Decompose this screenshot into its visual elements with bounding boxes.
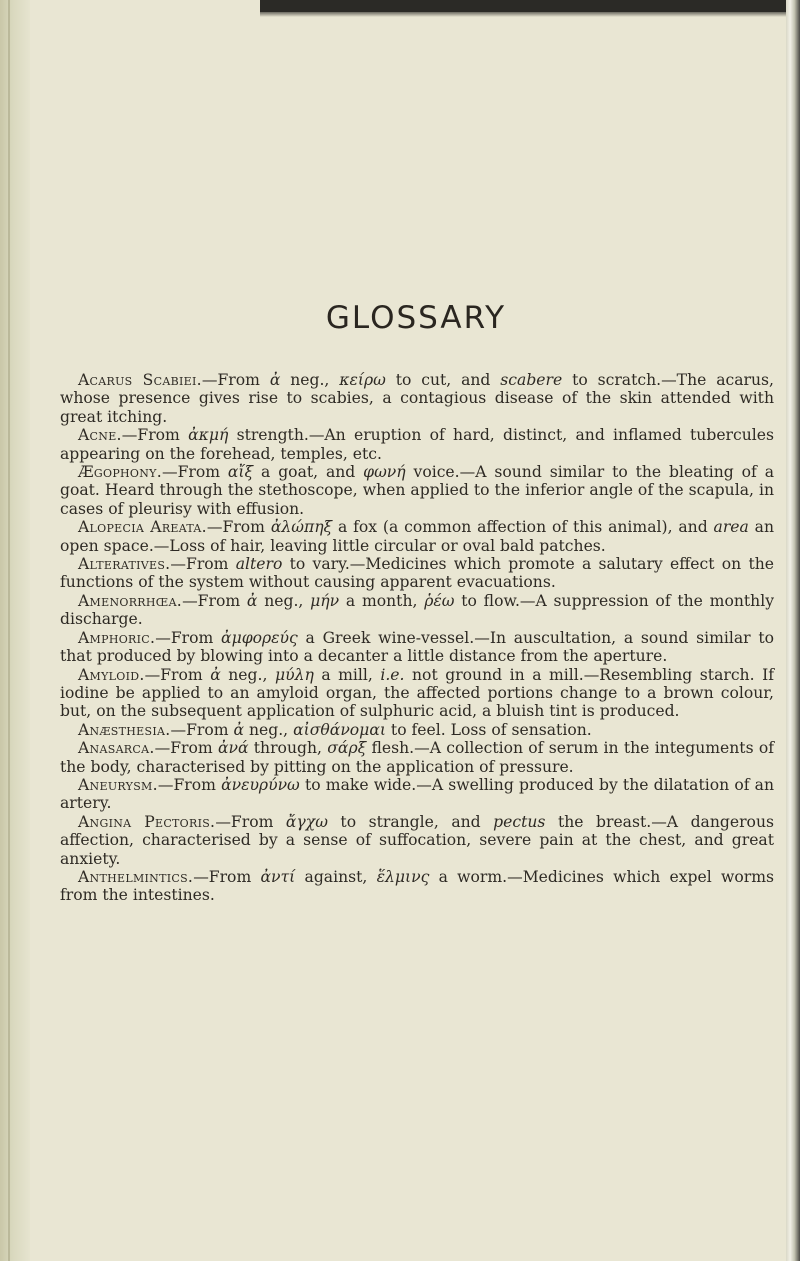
entry-text: —From xyxy=(154,739,218,758)
greek-word: ἀντί xyxy=(260,867,296,886)
entry-text: to make wide.—A swelling produced by the dilatation of an artery. xyxy=(60,775,774,813)
glossary-entry xyxy=(60,776,774,813)
entry-term: Anasarca. xyxy=(78,739,155,758)
entry-text: through, xyxy=(248,739,328,758)
entry-text: a mill, xyxy=(313,665,381,684)
greek-word: ἀκμή xyxy=(188,426,229,445)
entry-term: Acarus Scabiei. xyxy=(78,371,202,389)
glossary-entry xyxy=(60,518,774,555)
entry-term: Alopecia Areata. xyxy=(78,518,207,537)
entry-term: Acne. xyxy=(78,426,122,445)
latin-word: altero xyxy=(235,555,283,574)
glossary-entry xyxy=(60,629,774,666)
entry-text: neg., xyxy=(257,591,311,610)
entry-text: neg., xyxy=(280,371,340,389)
glossary-entry xyxy=(60,721,774,739)
entry-text: strength.—An eruption of hard, distinct, and inflamed tubercules appearing on the forehead, temples, etc. xyxy=(60,426,774,463)
entry-text: a worm.—Medicines which expel worms from the intestines. xyxy=(60,867,774,905)
glossary-entry xyxy=(60,739,774,776)
entry-text: —From xyxy=(215,812,286,831)
entry-text: —From xyxy=(182,591,247,610)
greek-word: ῥέω xyxy=(424,591,455,610)
entry-term: Anthelmintics. xyxy=(78,867,194,886)
page-title: GLOSSARY xyxy=(325,300,507,336)
greek-word: φωνή xyxy=(363,463,406,482)
entry-text: a Greek wine-vessel.—In auscultation, a sound similar to that produced by blowing into a decanter a little distance from the aperture. xyxy=(60,628,774,666)
entry-text: a fox (a common affection of this animal), and xyxy=(332,518,714,537)
greek-word: ἀλώπηξ xyxy=(270,518,333,537)
page-gutter-shadow xyxy=(0,0,30,1261)
glossary-entry xyxy=(60,868,774,905)
entry-text: the breast.—A dangerous affection, characterised by a sense of suffocation, severe pain at the chest, and great anxiety. xyxy=(60,812,774,868)
book-page xyxy=(48,0,784,1261)
right-page-edge xyxy=(786,0,800,1261)
entry-term: Amphoric. xyxy=(78,628,156,647)
greek-word: ἀ xyxy=(233,720,245,739)
glossary-entry xyxy=(60,463,774,518)
entry-term: Ægophony. xyxy=(78,463,162,482)
entry-text: not ground in a mill.—Resembling starch. If iodine be applied to an amyloid organ, the affected portions change to a brown colour, but, on the subsequent application of sulphuric acid, a bluish tint is produced. xyxy=(60,665,774,721)
entry-term: Amyloid. xyxy=(78,665,145,684)
entry-text: to feel. Loss of sensation. xyxy=(385,720,592,739)
greek-word: σάρξ xyxy=(327,739,367,758)
entry-text: to cut, and xyxy=(385,371,501,389)
greek-word: αἴξ xyxy=(227,463,254,482)
glossary-entries xyxy=(60,371,774,905)
entry-term: Aneurysm. xyxy=(78,775,158,794)
entry-term: Angina Pectoris. xyxy=(78,812,216,831)
entry-text: —From xyxy=(170,720,234,739)
entry-term: Amenorrhœa. xyxy=(78,591,183,610)
entry-term: Anæsthesia. xyxy=(78,720,171,739)
entry-text: an open space.—Loss of hair, leaving little circular or oval bald patches. xyxy=(60,518,775,555)
entry-text: to flow.—A suppression of the monthly discharge. xyxy=(60,591,774,629)
greek-word: ἀνά xyxy=(217,739,249,758)
glossary-entry xyxy=(60,426,774,463)
greek-word: μύλη xyxy=(274,665,314,684)
entry-text: to scratch.—The acarus, whose presence gives rise to scabies, a contagious disease of the skin attended with great itching. xyxy=(60,371,775,426)
entry-text: —From xyxy=(157,775,222,794)
entry-text: a goat, and xyxy=(253,463,364,482)
greek-word: μήν xyxy=(310,591,340,610)
entry-text: voice.—A sound similar to the bleating of a goat. Heard through the stethoscope, when applied to the inferior angle of the scapula, in cases of pleurisy with effusion. xyxy=(60,463,775,518)
entry-text: a month, xyxy=(339,591,425,610)
entry-text: —From xyxy=(121,426,189,445)
entry-text: neg., xyxy=(220,665,275,684)
greek-word: κείρω xyxy=(339,371,386,389)
latin-word: i.e. xyxy=(380,665,405,684)
greek-word: αἰσθάνομαι xyxy=(293,720,386,739)
entry-text: neg., xyxy=(244,720,294,739)
entry-text: to vary.—Medicines which promote a salutary effect on the functions of the system without causing apparent evacuations. xyxy=(60,555,774,592)
glossary-entry xyxy=(60,813,774,868)
entry-term: Alteratives. xyxy=(78,555,171,574)
latin-word: scabere xyxy=(500,371,563,389)
glossary-entry xyxy=(60,555,774,592)
entry-text: against, xyxy=(295,867,377,886)
entry-text: —From xyxy=(206,518,271,537)
latin-word: pectus xyxy=(493,812,546,831)
entry-text: to strangle, and xyxy=(327,812,494,831)
entry-text: —From xyxy=(144,665,211,684)
greek-word: ἀμφορεύς xyxy=(221,628,298,647)
greek-word: ἀ xyxy=(269,371,281,389)
greek-word: ἀ xyxy=(210,665,221,684)
greek-word: ἀ xyxy=(246,591,258,610)
entry-text: —From xyxy=(201,371,270,389)
greek-word: ἄγχω xyxy=(285,812,328,831)
gutter-line xyxy=(8,0,10,1261)
entry-text: —From xyxy=(170,555,236,574)
glossary-entry xyxy=(60,592,774,629)
glossary-entry xyxy=(60,371,774,426)
greek-word: ἀνευρύνω xyxy=(221,775,300,794)
entry-text: flesh.—A collection of serum in the integuments of the body, characterised by pitting on the application of pressure. xyxy=(60,739,775,776)
entry-text: —From xyxy=(155,628,222,647)
glossary-entry xyxy=(60,666,774,721)
greek-word: ἕλμινς xyxy=(376,867,430,886)
entry-text: —From xyxy=(193,867,261,886)
entry-text: —From xyxy=(161,463,228,482)
latin-word: area xyxy=(713,518,749,537)
